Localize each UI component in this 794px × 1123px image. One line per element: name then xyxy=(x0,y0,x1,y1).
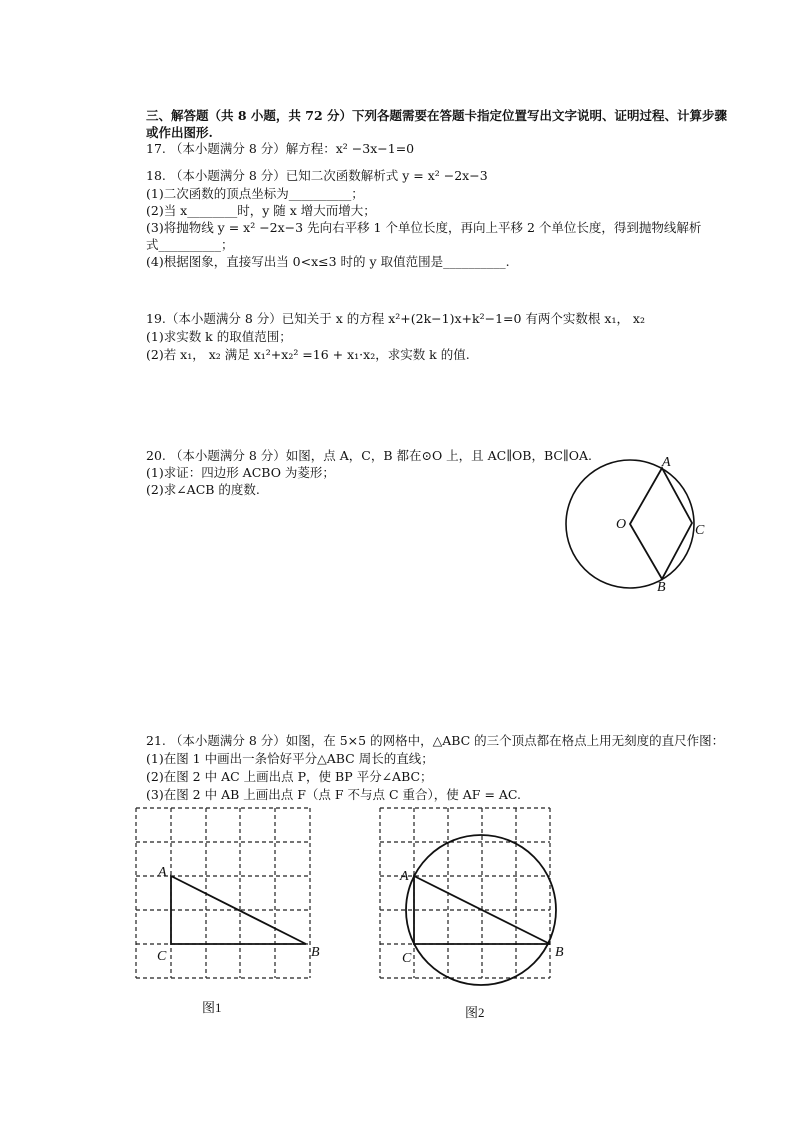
fig1-caption: 图1 xyxy=(202,1000,222,1015)
question-20-part-2: (2)求∠ACB 的度数. xyxy=(146,482,260,497)
section-header-line1: 三、解答题（共 8 小题，共 72 分）下列各题需要在答题卡指定位置写出文字说明、证明过程、计算步骤 xyxy=(146,108,728,123)
q20-circle-figure xyxy=(548,446,718,596)
fig1-label-b: B xyxy=(311,945,320,960)
question-19-stem: 19.（本小题满分 8 分）已知关于 x 的方程 x²+(2k−1)x+k²−1=0 有两个实数根 x₁， x₂ xyxy=(146,311,645,326)
question-20-part-1: (1)求证：四边形 ACBO 为菱形； xyxy=(146,465,335,480)
question-21-part-3: (3)在图 2 中 AB 上画出点 F（点 F 不与点 C 重合），使 AF = AC. xyxy=(146,787,522,802)
question-18-part-3a: (3)将抛物线 y = x² −2x−3 先向右平移 1 个单位长度，再向上平移 2 个单位长度，得到抛物线解析 xyxy=(146,220,702,235)
question-18-part-3b: 式__________； xyxy=(146,237,234,252)
label-o: O xyxy=(616,517,627,532)
question-19-part-2: (2)若 x₁， x₂ 满足 x₁²+x₂² =16 + x₁·x₂，求实数 k 的值. xyxy=(146,347,470,362)
label-b: B xyxy=(657,580,666,595)
section-header-line2: 或作出图形. xyxy=(146,125,213,140)
label-c: C xyxy=(695,523,705,538)
question-18-part-4: (4)根据图象，直接写出当 0<x≤3 时的 y 取值范围是__________. xyxy=(146,254,510,269)
question-18-part-1: (1)二次函数的顶点坐标为__________； xyxy=(146,186,364,201)
figure-1-grid xyxy=(130,800,330,1025)
question-18-stem: 18. （本小题满分 8 分）已知二次函数解析式 y = x² −2x−3 xyxy=(146,168,488,183)
fig1-label-c: C xyxy=(157,949,167,964)
question-18-part-2: (2)当 x________时，y 随 x 增大而增大； xyxy=(146,203,376,218)
figure-2-grid xyxy=(375,800,575,1025)
fig1-label-a: A xyxy=(158,865,167,880)
fig2-caption: 图2 xyxy=(465,1005,485,1020)
question-21-stem: 21. （本小题满分 8 分）如图，在 5×5 的网格中，△ABC 的三个顶点都在格点上用无刻度的直尺作图： xyxy=(146,733,725,748)
fig2-label-a: A xyxy=(400,869,409,884)
rhombus-acbo xyxy=(630,468,692,579)
fig2-label-c: C xyxy=(402,951,412,966)
label-a: A xyxy=(662,455,671,470)
question-20-stem: 20. （本小题满分 8 分）如图，点 A，C，B 都在⊙O 上，且 AC∥OB，BC∥OA. xyxy=(146,448,592,463)
question-17: 17. （本小题满分 8 分）解方程：x² −3x−1=0 xyxy=(146,141,415,156)
question-19-part-1: (1)求实数 k 的取值范围； xyxy=(146,329,292,344)
question-21-part-2: (2)在图 2 中 AC 上画出点 P，使 BP 平分∠ABC； xyxy=(146,769,433,784)
fig2-label-b: B xyxy=(555,945,564,960)
question-21-part-1: (1)在图 1 中画出一条恰好平分△ABC 周长的直线； xyxy=(146,751,434,766)
